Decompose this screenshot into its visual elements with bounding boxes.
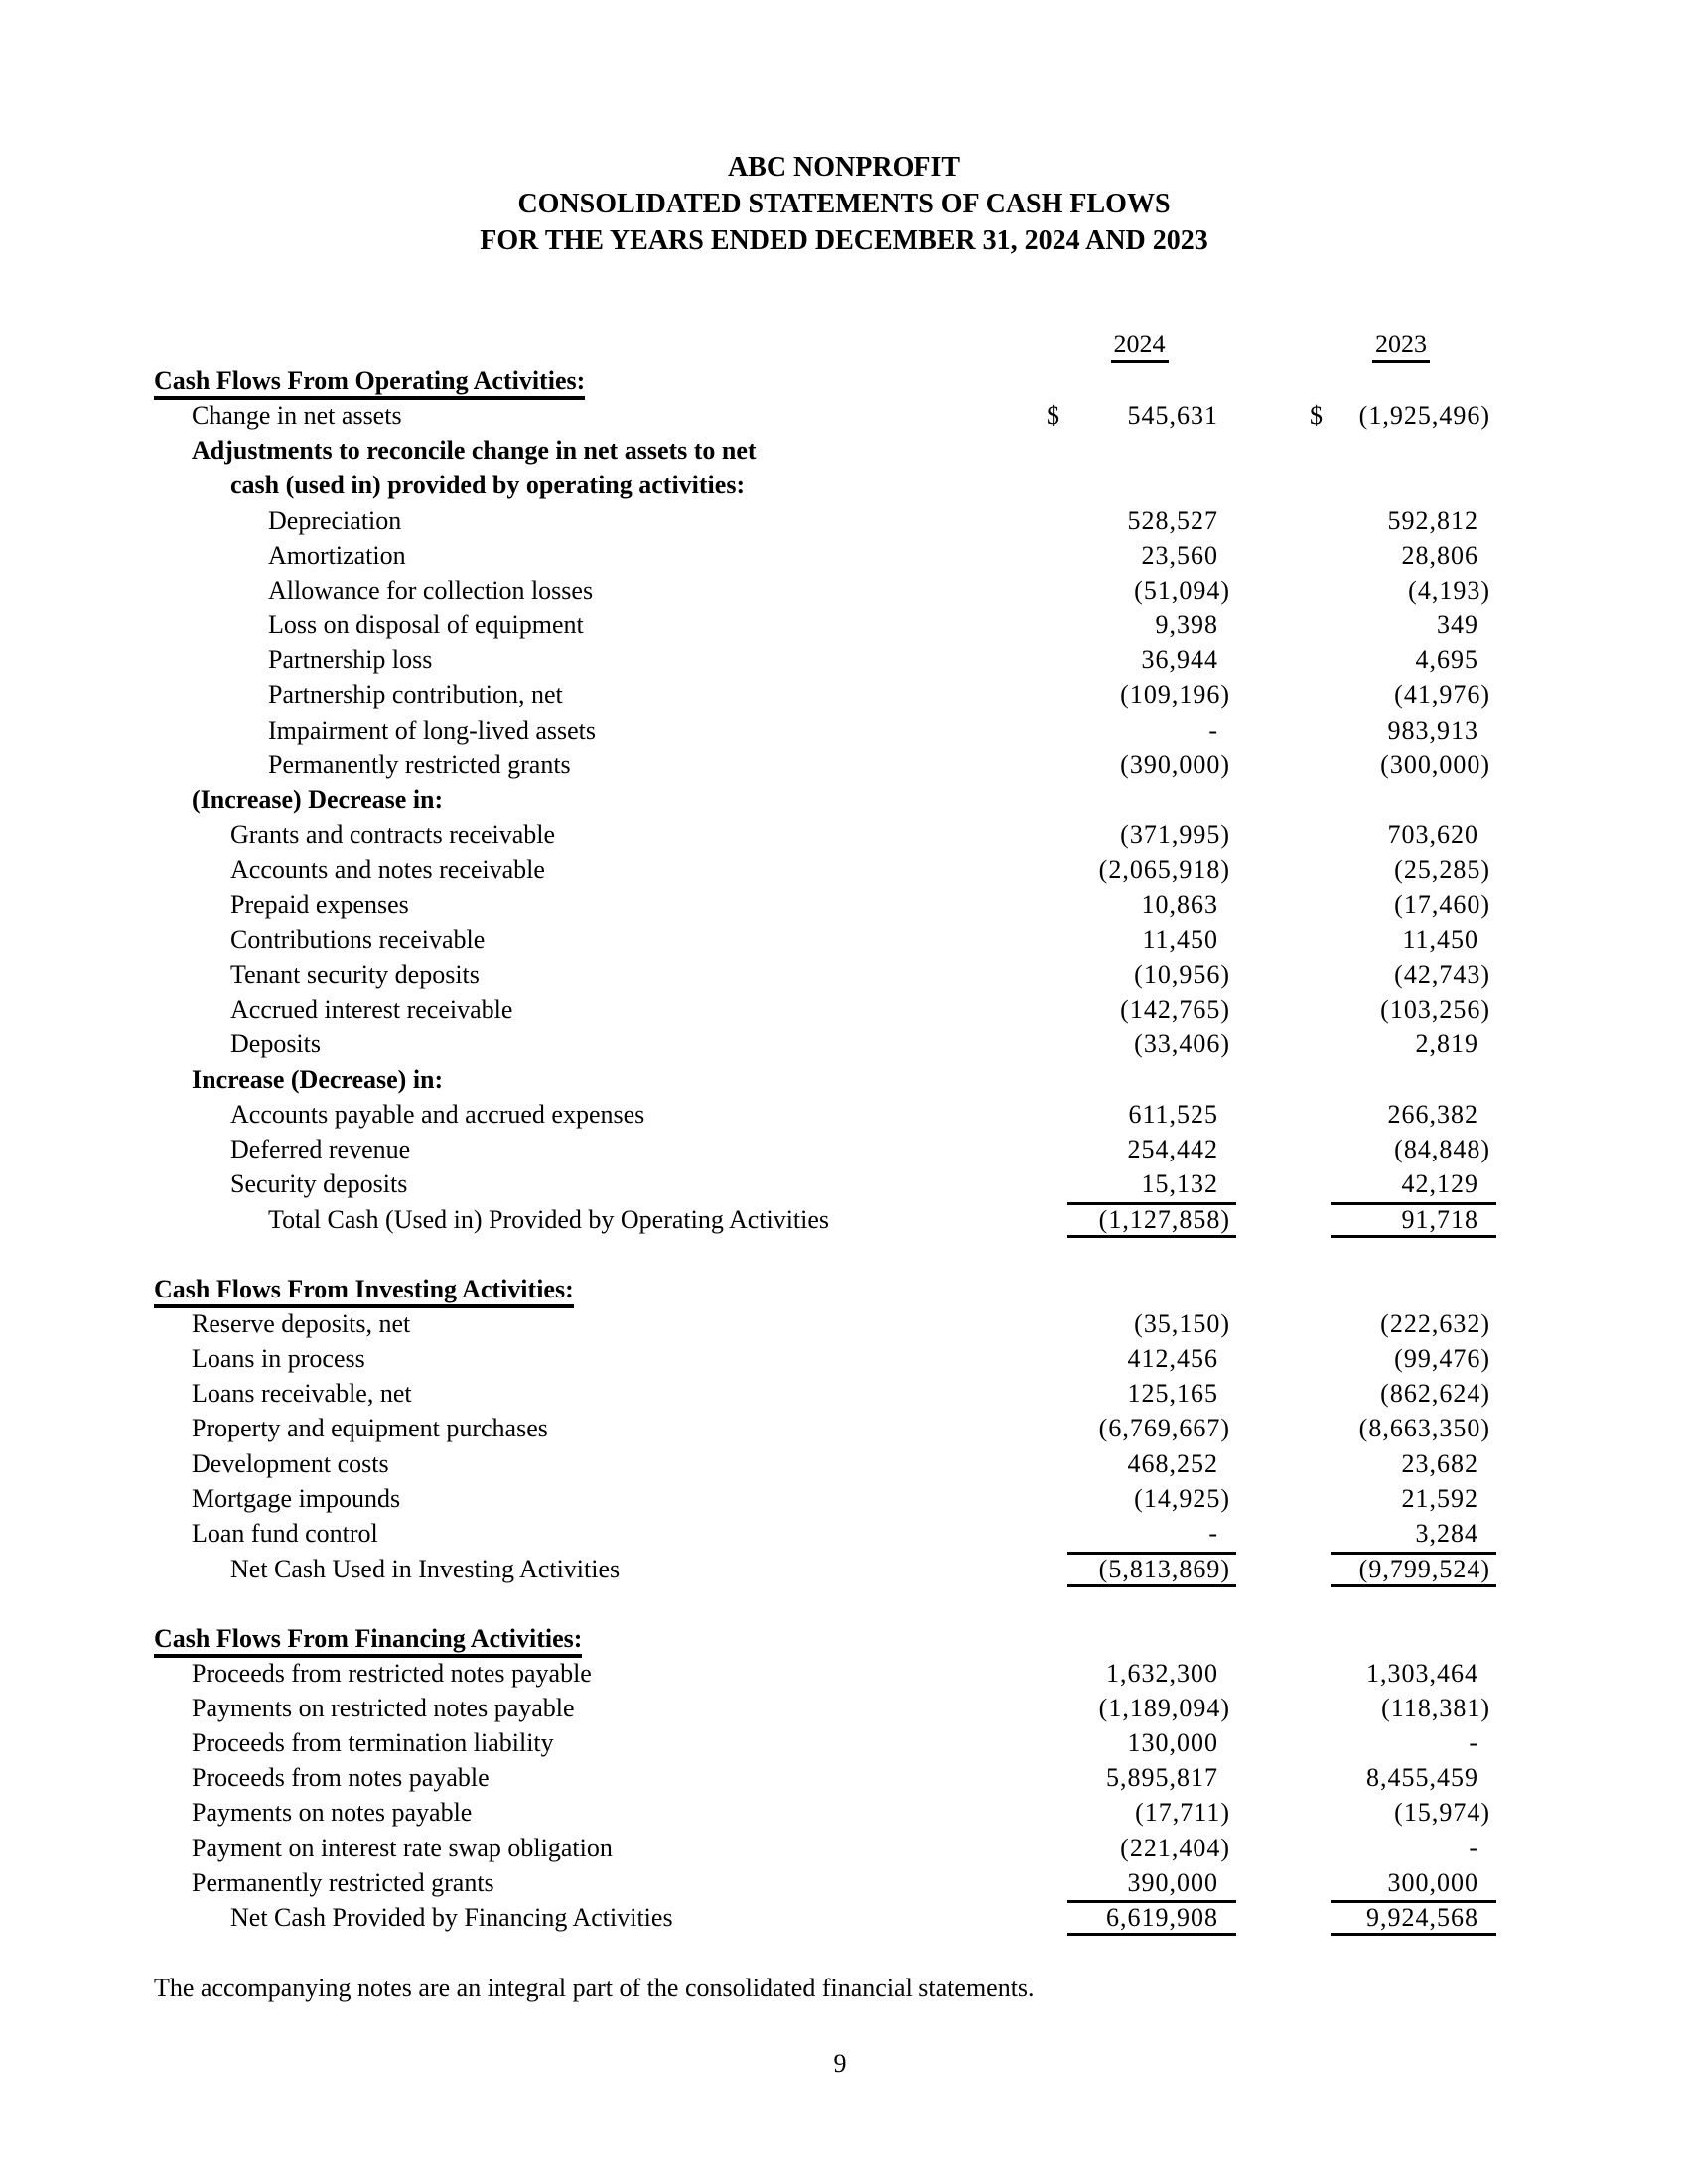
row-label: Property and equipment purchases <box>192 1414 548 1443</box>
table-row <box>154 609 1496 643</box>
value-2024-cell <box>1043 1202 1236 1238</box>
table-row <box>154 853 1496 887</box>
row-label: Partnership contribution, net <box>268 680 563 710</box>
column-header-2024: 2024 <box>1043 329 1236 363</box>
value-2023 <box>1331 469 1496 503</box>
table-row <box>154 1062 1496 1097</box>
value-2023-cell <box>1306 538 1496 573</box>
table-row <box>154 363 1496 398</box>
value-2023: 4,695 <box>1415 645 1478 675</box>
row-label: Permanently restricted grants <box>268 750 571 779</box>
value-2024: 9,398 <box>1155 611 1218 640</box>
row-label: cash (used in) provided by operating activities: <box>230 471 746 500</box>
value-2023-cell <box>1306 887 1496 922</box>
value-2024: 254,442 <box>1127 1134 1218 1163</box>
value-2023 <box>1331 1062 1496 1097</box>
row-label: Contributions receivable <box>230 924 486 954</box>
value-2023-cell <box>1306 713 1496 748</box>
value-2023: (42,743) <box>1394 959 1490 989</box>
spacer-row <box>154 1586 1496 1621</box>
value-2024-cell <box>1043 993 1236 1027</box>
spacer-row <box>154 1237 1496 1272</box>
value-2023: (41,976) <box>1394 680 1490 710</box>
row-label: Amortization <box>268 540 406 570</box>
value-2024-cell <box>1043 853 1236 887</box>
value-2024-cell <box>1043 538 1236 573</box>
table-row <box>154 1272 1496 1306</box>
value-2023: 983,913 <box>1387 715 1478 745</box>
value-2023-cell <box>1306 1761 1496 1796</box>
value-2023-cell <box>1306 1691 1496 1725</box>
currency-symbol: $ <box>1047 400 1059 430</box>
value-2024-cell <box>1043 887 1236 922</box>
value-2023: 3,284 <box>1415 1518 1478 1548</box>
value-2024: (5,813,869) <box>1067 1552 1236 1587</box>
table-row <box>154 887 1496 922</box>
value-2023: (118,381) <box>1381 1693 1490 1722</box>
value-2024: (51,094) <box>1134 575 1230 605</box>
value-2023 <box>1331 434 1496 469</box>
value-2023-cell <box>1306 748 1496 782</box>
value-2024-cell <box>1043 1691 1236 1725</box>
value-2024 <box>1067 434 1236 469</box>
value-2023: 300,000 <box>1387 1867 1478 1897</box>
table-row <box>154 1132 1496 1166</box>
value-2024: (33,406) <box>1134 1029 1230 1059</box>
value-2023: (9,799,524) <box>1331 1552 1496 1587</box>
value-2023: 28,806 <box>1401 540 1478 570</box>
value-2024: (35,150) <box>1134 1308 1230 1338</box>
row-label: Payments on notes payable <box>192 1798 473 1828</box>
row-label: (Increase) Decrease in: <box>192 785 444 815</box>
value-2023-cell <box>1306 1865 1496 1900</box>
value-2023-cell <box>1306 1831 1496 1865</box>
value-2024: 412,456 <box>1127 1344 1218 1374</box>
row-label: Accounts payable and accrued expenses <box>230 1099 645 1129</box>
value-2023-cell <box>1306 1272 1496 1306</box>
value-2024: (10,956) <box>1134 959 1230 989</box>
document-title-block <box>0 149 1688 259</box>
row-label: Loans receivable, net <box>192 1379 412 1409</box>
section-header: Cash Flows From Operating Activities: <box>154 366 1043 396</box>
value-2023: (4,193) <box>1408 575 1490 605</box>
row-label: Development costs <box>192 1448 389 1478</box>
value-2023: (300,000) <box>1380 750 1490 779</box>
value-2023-cell <box>1306 1341 1496 1376</box>
value-2023-cell <box>1306 434 1496 469</box>
value-2024-cell <box>1043 1481 1236 1516</box>
value-2024-cell <box>1043 573 1236 608</box>
row-label: Change in net assets <box>192 400 402 430</box>
table-row <box>154 1377 1496 1412</box>
row-label: Prepaid expenses <box>230 889 409 919</box>
value-2024 <box>1067 1062 1236 1097</box>
section-header: Cash Flows From Investing Activities: <box>154 1275 1043 1304</box>
value-2024: 130,000 <box>1127 1728 1218 1758</box>
value-2023-cell <box>1306 609 1496 643</box>
value-2024-cell <box>1043 469 1236 503</box>
value-2024-cell <box>1043 1552 1236 1587</box>
value-2024: 390,000 <box>1127 1867 1218 1897</box>
value-2024: (142,765) <box>1120 995 1230 1024</box>
value-2024: 528,527 <box>1127 505 1218 535</box>
value-2023-cell <box>1306 1202 1496 1238</box>
value-2023-cell <box>1306 503 1496 538</box>
table-row <box>154 1306 1496 1341</box>
value-2024-cell <box>1043 1761 1236 1796</box>
row-label: Proceeds from notes payable <box>192 1763 490 1793</box>
table-row <box>154 434 1496 469</box>
table-row <box>154 1552 1496 1586</box>
value-2023: (25,285) <box>1394 855 1490 885</box>
row-label: Loss on disposal of equipment <box>268 611 584 640</box>
value-2024-cell <box>1043 1132 1236 1166</box>
value-2023-cell <box>1306 1446 1496 1481</box>
value-2024: (1,189,094) <box>1098 1693 1230 1722</box>
value-2023: (862,624) <box>1380 1379 1490 1409</box>
value-2023: (17,460) <box>1394 889 1490 919</box>
table-row <box>154 713 1496 748</box>
value-2024: (1,127,858) <box>1067 1202 1236 1238</box>
value-2023-cell <box>1306 1097 1496 1132</box>
value-2023-cell <box>1306 957 1496 992</box>
table-row <box>154 922 1496 957</box>
value-2024: (221,404) <box>1120 1833 1230 1862</box>
value-2024-cell <box>1043 678 1236 713</box>
value-2024: 11,450 <box>1142 924 1218 954</box>
value-2023-cell <box>1306 922 1496 957</box>
value-2023: (1,925,496) <box>1358 400 1490 430</box>
value-2023: 21,592 <box>1401 1483 1478 1513</box>
column-header-row <box>154 329 1496 363</box>
value-2024: - <box>1208 1518 1218 1548</box>
row-label: Allowance for collection losses <box>268 575 594 605</box>
value-2024: 5,895,817 <box>1106 1763 1218 1793</box>
value-2024-cell <box>1043 1062 1236 1097</box>
value-2024-cell <box>1043 782 1236 817</box>
value-2024: (371,995) <box>1120 820 1230 850</box>
row-label: Reserve deposits, net <box>192 1308 411 1338</box>
table-row <box>154 1726 1496 1761</box>
value-2024-cell <box>1043 1167 1236 1202</box>
value-2024-cell <box>1043 434 1236 469</box>
table-row <box>154 1097 1496 1132</box>
value-2023-cell <box>1306 1621 1496 1656</box>
value-2023: (222,632) <box>1380 1308 1490 1338</box>
value-2024 <box>1067 782 1236 817</box>
row-label: Accounts and notes receivable <box>230 855 545 885</box>
value-2023-cell <box>1306 1132 1496 1166</box>
value-2023 <box>1331 1621 1496 1656</box>
value-2023-cell <box>1306 818 1496 853</box>
value-2023: 703,620 <box>1387 820 1478 850</box>
page-number: 9 <box>833 2049 847 2078</box>
value-2024-cell <box>1043 643 1236 678</box>
value-2023 <box>1331 363 1496 398</box>
value-2023 <box>1331 782 1496 817</box>
row-label: Depreciation <box>268 505 402 535</box>
value-2023: 349 <box>1437 611 1478 640</box>
value-2024: 15,132 <box>1141 1169 1218 1199</box>
org-name: ABC NONPROFIT <box>727 152 961 183</box>
value-2023-cell <box>1306 1412 1496 1446</box>
row-label: Loan fund control <box>192 1518 378 1548</box>
value-2023: 91,718 <box>1331 1202 1496 1238</box>
value-2024-cell <box>1043 1412 1236 1446</box>
table-row <box>154 957 1496 992</box>
value-2024-cell <box>1043 1027 1236 1062</box>
row-label: Payments on restricted notes payable <box>192 1693 575 1722</box>
value-2024-cell <box>1043 1831 1236 1865</box>
value-2023: 8,455,459 <box>1366 1763 1478 1793</box>
row-label: Payment on interest rate swap obligation <box>192 1833 613 1862</box>
table-row <box>154 503 1496 538</box>
value-2023-cell <box>1306 469 1496 503</box>
value-2024-cell <box>1043 1097 1236 1132</box>
value-2024-cell <box>1043 1900 1236 1936</box>
value-2023-cell <box>1306 1900 1496 1936</box>
row-label: Tenant security deposits <box>230 959 480 989</box>
row-label: Proceeds from termination liability <box>192 1728 554 1758</box>
value-2024: (390,000) <box>1120 750 1230 779</box>
footer-note: The accompanying notes are an integral part of the consolidated financial statements. <box>154 1974 1035 2002</box>
value-2024-cell <box>1043 922 1236 957</box>
value-2024: 611,525 <box>1128 1099 1218 1129</box>
value-2023-cell <box>1306 1726 1496 1761</box>
table-row <box>154 1831 1496 1865</box>
value-2024-cell <box>1043 1446 1236 1481</box>
value-2023: - <box>1469 1728 1478 1758</box>
value-2023-cell <box>1306 1481 1496 1516</box>
row-label: Deposits <box>230 1029 321 1059</box>
value-2024-cell <box>1043 398 1236 433</box>
value-2024-cell <box>1043 1272 1236 1306</box>
value-2024-cell <box>1043 1377 1236 1412</box>
value-2024-cell <box>1043 713 1236 748</box>
value-2024 <box>1067 469 1236 503</box>
value-2024-cell <box>1043 609 1236 643</box>
value-2023-cell <box>1306 363 1496 398</box>
value-2024: (109,196) <box>1120 680 1230 710</box>
table-row <box>154 1167 1496 1202</box>
table-row <box>154 678 1496 713</box>
row-label: Net Cash Used in Investing Activities <box>230 1554 621 1583</box>
row-label: Net Cash Provided by Financing Activities <box>230 1903 673 1933</box>
row-label: Security deposits <box>230 1169 408 1199</box>
row-label: Grants and contracts receivable <box>230 820 556 850</box>
table-row <box>154 1761 1496 1796</box>
value-2024-cell <box>1043 957 1236 992</box>
table-row <box>154 538 1496 573</box>
value-2023: (103,256) <box>1380 995 1490 1024</box>
value-2023 <box>1331 1272 1496 1306</box>
value-2024: 6,619,908 <box>1067 1900 1236 1936</box>
row-label: Increase (Decrease) in: <box>192 1064 444 1094</box>
table-row <box>154 643 1496 678</box>
value-2023: 1,303,464 <box>1366 1658 1478 1688</box>
value-2024-cell <box>1043 1865 1236 1900</box>
table-row <box>154 1900 1496 1935</box>
table-row <box>154 1796 1496 1831</box>
row-label: Proceeds from restricted notes payable <box>192 1658 592 1688</box>
value-2023-cell <box>1306 1027 1496 1062</box>
value-2024: - <box>1208 715 1218 745</box>
table-row <box>154 993 1496 1027</box>
table-row <box>154 782 1496 817</box>
value-2023: 266,382 <box>1387 1099 1478 1129</box>
value-2023: (15,974) <box>1394 1798 1490 1828</box>
table-row <box>154 1202 1496 1237</box>
value-2024: 125,165 <box>1127 1379 1218 1409</box>
cash-flow-statement-table <box>154 329 1496 1936</box>
value-2023-cell <box>1306 1377 1496 1412</box>
value-2024: 1,632,300 <box>1106 1658 1218 1688</box>
value-2024: 468,252 <box>1127 1448 1218 1478</box>
value-2024: 23,560 <box>1141 540 1218 570</box>
value-2024-cell <box>1043 748 1236 782</box>
value-2023-cell <box>1306 573 1496 608</box>
table-row <box>154 1621 1496 1656</box>
row-label: Adjustments to reconcile change in net assets to net <box>192 436 757 466</box>
value-2024-cell <box>1043 1306 1236 1341</box>
row-label: Accrued interest receivable <box>230 995 513 1024</box>
statement-title: CONSOLIDATED STATEMENTS OF CASH FLOWS <box>517 189 1171 219</box>
table-row <box>154 1516 1496 1551</box>
value-2024-cell <box>1043 1341 1236 1376</box>
value-2024-cell <box>1043 818 1236 853</box>
value-2024-cell <box>1043 1796 1236 1831</box>
value-2023: 2,819 <box>1415 1029 1478 1059</box>
value-2024 <box>1067 1272 1236 1306</box>
table-row <box>154 1027 1496 1062</box>
value-2024: (14,925) <box>1134 1483 1230 1513</box>
value-2024-cell <box>1043 1726 1236 1761</box>
column-header-2023: 2023 <box>1306 329 1496 363</box>
value-2023-cell <box>1306 1552 1496 1587</box>
value-2023: 42,129 <box>1401 1169 1478 1199</box>
value-2023: - <box>1469 1833 1478 1862</box>
value-2024-cell <box>1043 1621 1236 1656</box>
row-label: Total Cash (Used in) Provided by Operating Activities <box>268 1204 830 1234</box>
table-row <box>154 1865 1496 1900</box>
section-header: Cash Flows From Financing Activities: <box>154 1624 1043 1654</box>
value-2023: (8,663,350) <box>1358 1414 1490 1443</box>
table-row <box>154 469 1496 503</box>
currency-symbol: $ <box>1310 400 1323 430</box>
table-row <box>154 573 1496 608</box>
value-2023: (99,476) <box>1394 1344 1490 1374</box>
value-2023: 9,924,568 <box>1331 1900 1496 1936</box>
row-label: Mortgage impounds <box>192 1483 401 1513</box>
value-2023: 11,450 <box>1402 924 1478 954</box>
table-row <box>154 1412 1496 1446</box>
table-row <box>154 1656 1496 1691</box>
table-row <box>154 1446 1496 1481</box>
value-2024-cell <box>1043 1516 1236 1551</box>
value-2023-cell <box>1306 643 1496 678</box>
value-2023: 592,812 <box>1387 505 1478 535</box>
table-row <box>154 398 1496 433</box>
row-label: Deferred revenue <box>230 1134 411 1163</box>
value-2024: (17,711) <box>1135 1798 1230 1828</box>
value-2024-cell <box>1043 363 1236 398</box>
table-row <box>154 1481 1496 1516</box>
statement-table-body <box>154 363 1496 1935</box>
value-2024: (2,065,918) <box>1098 855 1230 885</box>
table-row <box>154 818 1496 853</box>
value-2024: 10,863 <box>1141 889 1218 919</box>
value-2023-cell <box>1306 678 1496 713</box>
table-row <box>154 1691 1496 1725</box>
value-2023-cell <box>1306 993 1496 1027</box>
value-2023-cell <box>1306 1306 1496 1341</box>
value-2023-cell <box>1306 1796 1496 1831</box>
value-2024 <box>1067 363 1236 398</box>
value-2023: 23,682 <box>1401 1448 1478 1478</box>
value-2024 <box>1067 1621 1236 1656</box>
value-2023-cell <box>1306 853 1496 887</box>
value-2024: (6,769,667) <box>1098 1414 1230 1443</box>
value-2023-cell <box>1306 1167 1496 1202</box>
value-2024: 545,631 <box>1127 400 1218 430</box>
value-2023-cell <box>1306 782 1496 817</box>
statement-period: FOR THE YEARS ENDED DECEMBER 31, 2024 AND 2023 <box>480 225 1208 256</box>
row-label: Impairment of long-lived assets <box>268 715 596 745</box>
value-2023: (84,848) <box>1394 1134 1490 1163</box>
row-label: Permanently restricted grants <box>192 1867 494 1897</box>
value-2023-cell <box>1306 1062 1496 1097</box>
value-2024: 36,944 <box>1141 645 1218 675</box>
row-label: Loans in process <box>192 1344 365 1374</box>
table-row <box>154 748 1496 782</box>
table-row <box>154 1341 1496 1376</box>
value-2024-cell <box>1043 503 1236 538</box>
value-2023-cell <box>1306 398 1496 433</box>
row-label: Partnership loss <box>268 645 433 675</box>
value-2024-cell <box>1043 1656 1236 1691</box>
value-2023-cell <box>1306 1656 1496 1691</box>
value-2023-cell <box>1306 1516 1496 1551</box>
